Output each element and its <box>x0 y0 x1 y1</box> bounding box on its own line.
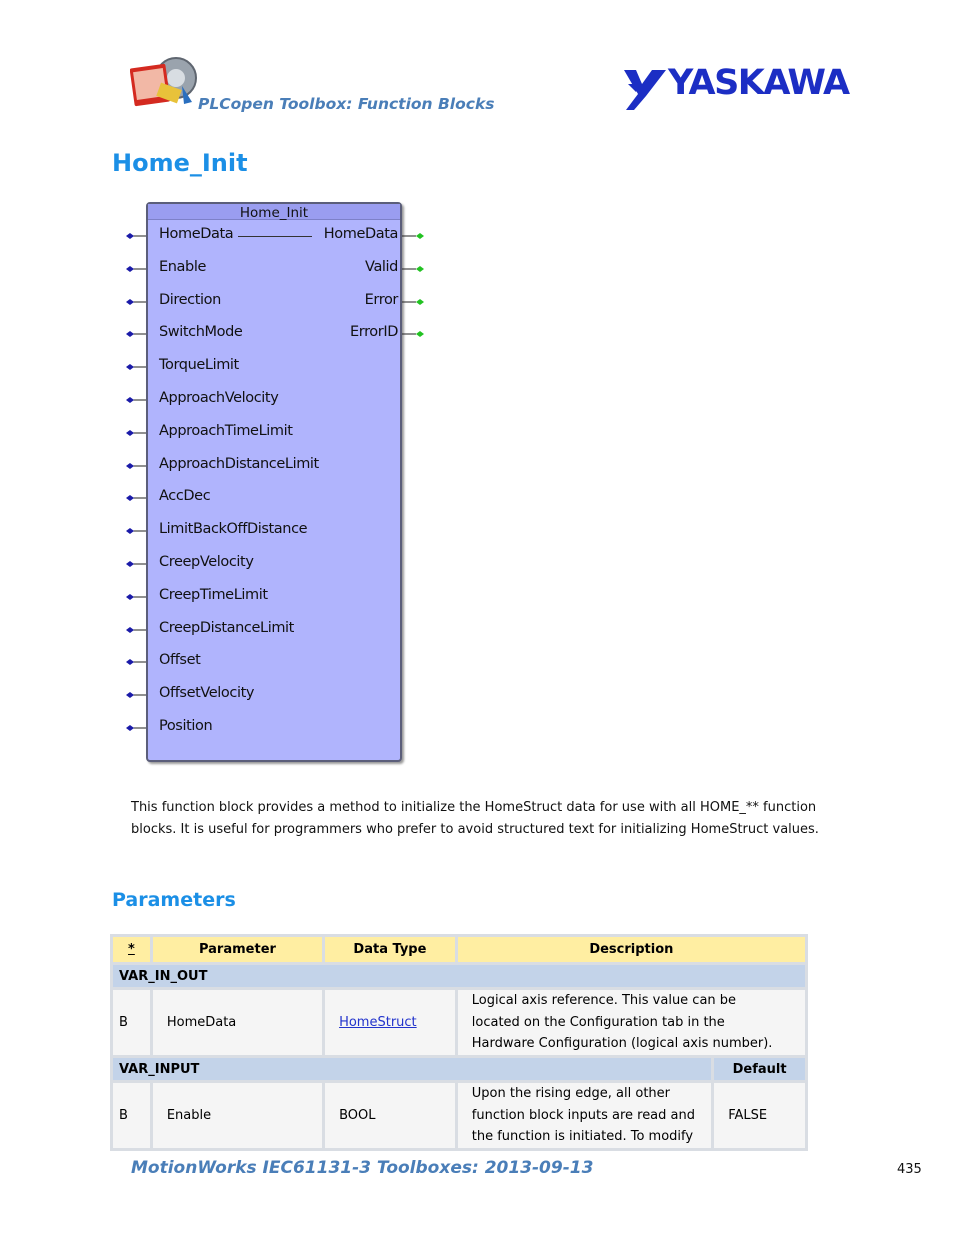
description-text: This function block provides a method to initialize the HomeStruct data for use with all HOME_** function blocks. It is useful for programmers who prefer to avoid structured text for initializing HomeStruct values. <box>131 800 819 837</box>
input-pin-label: Enable <box>159 258 206 275</box>
input-pin-connector-icon[interactable] <box>126 363 146 371</box>
input-pin-connector-icon[interactable] <box>126 494 146 502</box>
output-pin-connector-icon[interactable] <box>402 298 424 306</box>
input-pin-label: Offset <box>159 652 201 669</box>
input-pin-label: SwitchMode <box>159 324 243 341</box>
row-description: Upon the rising edge, all other function block inputs are read and the function is initiated. To modify <box>456 1082 712 1150</box>
input-pin-connector-icon[interactable] <box>126 593 146 601</box>
var-in-out-row <box>112 964 807 989</box>
row-data-type: BOOL <box>324 1082 457 1150</box>
input-pin-label: ApproachTimeLimit <box>159 422 293 439</box>
input-pin-label: OffsetVelocity <box>159 685 255 702</box>
row-star: B <box>112 989 152 1057</box>
page-title: Home_Init <box>112 149 248 177</box>
var-input-row <box>112 1057 807 1082</box>
input-pin-label: CreepDistanceLimit <box>159 619 294 636</box>
function-block-name: Home_Init <box>239 205 309 221</box>
parameters-heading: Parameters <box>112 889 236 911</box>
output-pin-label: Error <box>364 291 398 308</box>
row-data-type <box>324 989 457 1057</box>
input-pin-label: TorqueLimit <box>159 357 239 374</box>
description-header: Description <box>456 936 806 964</box>
input-pin-label: Position <box>159 718 213 734</box>
row-parameter: HomeData <box>151 989 323 1057</box>
row-parameter: Enable <box>151 1082 323 1150</box>
toolbox-title: PLCopen Toolbox: Function Blocks <box>198 95 495 113</box>
table-row <box>112 1082 807 1150</box>
output-pin-connector-icon[interactable] <box>402 330 424 338</box>
output-pin-connector-icon[interactable] <box>402 232 424 240</box>
function-block-titlebar <box>148 204 400 220</box>
page-number: 435 <box>897 1162 922 1177</box>
input-pin-connector-icon[interactable] <box>126 560 146 568</box>
table-row <box>112 989 807 1057</box>
input-pin-label: LimitBackOffDistance <box>159 521 308 538</box>
yaskawa-mark-icon <box>622 66 668 112</box>
parameters-table <box>110 934 808 1151</box>
input-pin-label: ApproachVelocity <box>159 390 279 406</box>
var-input-label: VAR_INPUT <box>112 1057 713 1082</box>
brand-name: YASKAWA <box>668 63 849 103</box>
output-pin-label: ErrorID <box>350 324 398 341</box>
input-pin-connector-icon[interactable] <box>126 330 146 338</box>
yaskawa-logo <box>622 63 849 112</box>
var-in-out-label: VAR_IN_OUT <box>112 964 807 989</box>
footer-text: MotionWorks IEC61131-3 Toolboxes: 2013-09-13 <box>131 1158 594 1178</box>
row-star: B <box>112 1082 152 1150</box>
default-header: Default <box>713 1057 807 1082</box>
input-pin-connector-icon[interactable] <box>126 396 146 404</box>
input-pin-connector-icon[interactable] <box>126 626 146 634</box>
input-pin-label: Direction <box>159 291 221 308</box>
parameter-header: Parameter <box>151 936 323 964</box>
input-pin-connector-icon[interactable] <box>126 724 146 732</box>
output-pin-label: Valid <box>365 258 398 275</box>
input-pin-label: AccDec <box>159 488 211 505</box>
input-pin-connector-icon[interactable] <box>126 462 146 470</box>
function-block-body <box>146 202 402 762</box>
output-pin-connector-icon[interactable] <box>402 265 424 273</box>
output-pin-label: HomeData <box>323 226 398 242</box>
input-pin-connector-icon[interactable] <box>126 232 146 240</box>
input-pin-label: CreepTimeLimit <box>159 586 268 603</box>
star-header: * <box>112 936 152 964</box>
row-default: FALSE <box>713 1082 807 1150</box>
input-pin-connector-icon[interactable] <box>126 298 146 306</box>
input-pin-label: CreepVelocity <box>159 554 254 570</box>
input-pin-label: ApproachDistanceLimit <box>159 455 319 472</box>
input-pin-connector-icon[interactable] <box>126 658 146 666</box>
homestruct-link[interactable]: HomeStruct <box>339 1015 417 1030</box>
table-header-row <box>112 936 807 964</box>
input-pin-connector-icon[interactable] <box>126 527 146 535</box>
plcopen-toolbox-badge-icon <box>130 56 200 110</box>
function-block-diagram <box>126 200 426 770</box>
input-pin-connector-icon[interactable] <box>126 429 146 437</box>
input-pin-connector-icon[interactable] <box>126 265 146 273</box>
row-description: Logical axis reference. This value can be located on the Configuration tab in the Hardware Configuration (logical axis number). <box>456 989 806 1057</box>
data-type-header: Data Type <box>324 936 457 964</box>
input-pin-connector-icon[interactable] <box>126 691 146 699</box>
in-out-connection-line <box>238 236 312 237</box>
input-pin-label: HomeData <box>159 226 234 242</box>
